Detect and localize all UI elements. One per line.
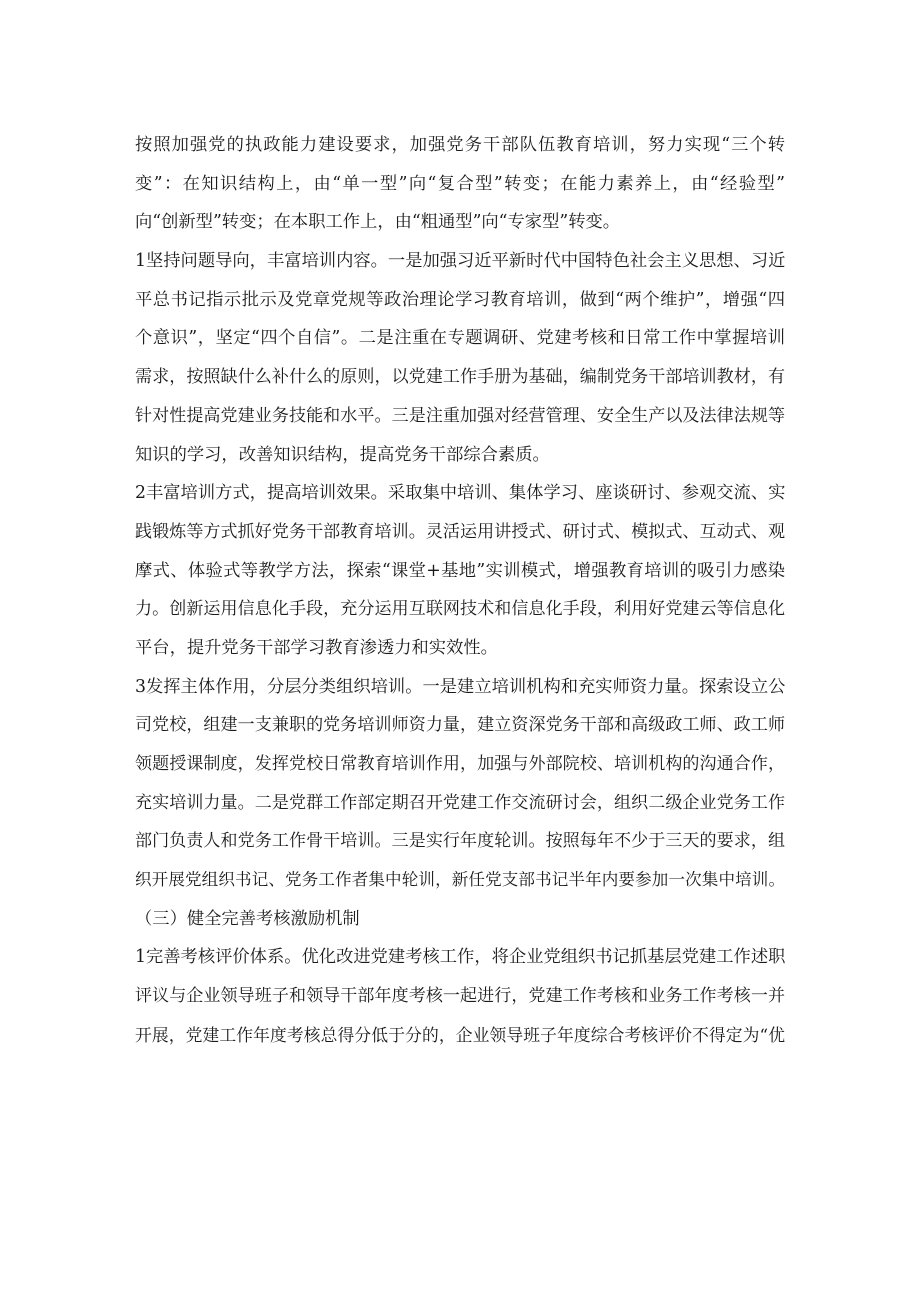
text-line: 需求，按照缺什么补什么的原则，以党建工作手册为基础，编制党务干部培训教材，有 [135,367,785,388]
document-page [135,126,785,1055]
text-line: 部门负责人和党务工作骨干培训。三是实行年度轮训。按照每年不少于三天的要求，组 [135,831,785,852]
paragraph-item-3-tiered-training [135,668,785,900]
text-line: 1坚持问题导向，丰富培训内容。一是加强习近平新时代中国特色社会主义思想、习近 [135,251,786,272]
paragraph-item-2-training-methods [135,474,785,667]
text-line: 践锻炼等方式抓好党务干部教育培训。灵活运用讲授式、研讨式、模拟式、互动式、观 [135,521,785,542]
text-line: 领题授课制度，发挥党校日常教育培训作用，加强与外部院校、培训机构的沟通合作， [135,754,785,774]
text-line: 摩式、体验式等教学方法，探索“课堂+基地”实训模式，增强教育培训的吸引力感染 [135,560,785,581]
text-line: 2丰富培训方式，提高培训效果。采取集中培训、集体学习、座谈研讨、参观交流、实 [135,483,786,504]
text-line: 平台，提升党务干部学习教育渗透力和实效性。 [135,637,498,658]
text-line: 知识的学习，改善知识结构，提高党务干部综合素质。 [135,444,550,465]
section-heading-incentive-mechanism [135,900,785,939]
paragraph-item-1-problem-oriented [135,242,785,474]
text-line: 织开展党组织书记、党务工作者集中轮训，新任党支部书记半年内要参加一次集中培训。 [135,870,785,890]
text-line: 变”：在知识结构上，由“单一型”向“复合型”转变；在能力素养上，由“经验型” [135,173,785,194]
text-line: 向“创新型”转变；在本职工作上，由“粗通型”向“专家型”转变。 [135,212,621,233]
text-line: 1完善考核评价体系。优化改进党建考核工作，将企业党组织书记抓基层党建工作述职 [135,947,786,968]
section-heading-text: （三）健全完善考核激励机制 [135,908,360,929]
paragraph-item-1-assessment-system [135,938,785,1054]
text-line: 司党校，组建一支兼职的党务培训师资力量，建立资深党务干部和高级政工师、政工师 [135,715,785,736]
text-line: 充实培训力量。二是党群工作部定期召开党建工作交流研讨会，组织二级企业党务工作 [135,792,785,813]
paragraph-three-transformations [135,126,785,242]
text-line: 针对性提高党建业务技能和水平。三是注重加强对经营管理、安全生产以及法律法规等 [135,405,785,426]
text-line: 3发挥主体作用，分层分类组织培训。一是建立培训机构和充实师资力量。探索设立公 [135,676,786,697]
text-line: 平总书记指示批示及党章党规等政治理论学习教育培训，做到“两个维护”，增强“四 [135,289,785,310]
text-line: 开展，党建工作年度考核总得分低于分的，企业领导班子年度综合考核评价不得定为“优 [135,1024,785,1045]
text-line: 按照加强党的执政能力建设要求，加强党务干部队伍教育培训，努力实现“三个转 [135,135,785,155]
text-line: 评议与企业领导班子和领导干部年度考核一起进行，党建工作考核和业务工作考核一并 [135,986,785,1007]
text-line: 力。创新运用信息化手段，充分运用互联网技术和信息化手段，利用好党建云等信息化 [135,599,785,620]
text-line: 个意识”，坚定“四个自信”。二是注重在专题调研、党建考核和日常工作中掌握培训 [135,328,785,349]
